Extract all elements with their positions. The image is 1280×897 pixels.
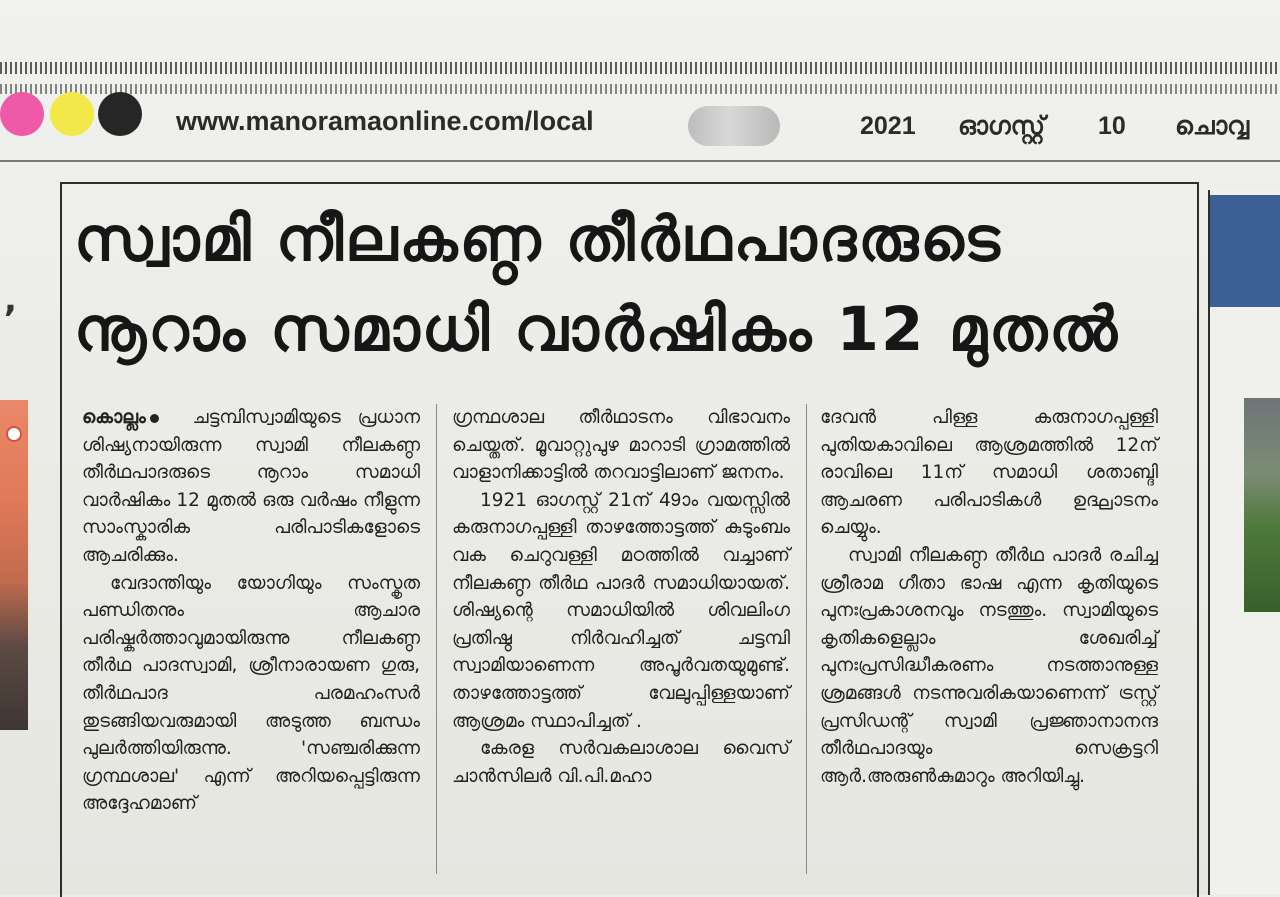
headline-line-2: നൂറാം സമാധി വാർഷികം 12 മുതൽ xyxy=(74,294,1120,365)
grey-color-bar xyxy=(688,106,780,146)
article-column-1 xyxy=(82,404,420,818)
column-1-lead-text: ചട്ടമ്പിസ്വാമിയുടെ പ്രധാന ശിഷ്യനായിരുന്ന സ്വാമി നീലകണ്ഠ തീർഥപാദരുടെ നൂറാം സമാധി വാർഷികം 12 മുതൽ ഒരു വർഷം നീളുന്ന സാംസ്കാരിക പരിപാടികളോടെ ആചരിക്കും. xyxy=(82,407,420,566)
magenta-registration-dot xyxy=(0,92,44,136)
article-column-2 xyxy=(452,404,790,790)
column-3-paragraph-2: സ്വാമി നീലകണ്ഠ തീർഥ പാദർ രചിച്ച ശ്രീരാമ ഗീതാ ഭാഷ എന്ന കൃതിയുടെ പുനഃപ്രകാശനവും നടത്തും. സ്വാമിയുടെ കൃതികളെല്ലാം ശേഖരിച്ച് പുനഃപ്രസിദ്ധീകരണം നടത്താനുള്ള ശ്രമങ്ങൾ നടന്നുവരികയാണെന്ന് ട്രസ്റ്റ് പ്രസിഡന്റ് സ്വാമി പ്രജ്ഞാനാനന്ദ തീർഥപാദയും സെക്രട്ടറി ആർ.അരുൺകുമാറും അറിയിച്ചു. xyxy=(820,544,1158,787)
website-url: www.manoramaonline.com/local xyxy=(176,106,594,136)
date-weekday: ചൊവ്വ xyxy=(1175,112,1250,140)
adjacent-photo-left xyxy=(0,400,28,730)
adjacent-photo-right xyxy=(1244,398,1280,612)
article-column-3 xyxy=(820,404,1158,790)
top-border-rule-secondary xyxy=(0,84,1280,94)
column-1-paragraph-1 xyxy=(82,404,420,570)
adjacent-photo-badge xyxy=(6,426,22,442)
top-border-rule xyxy=(0,62,1280,74)
headline-line-1: സ്വാമി നീലകണ്ഠ തീർഥപാദരുടെ xyxy=(74,204,1002,275)
adjacent-article-fragment: , xyxy=(4,280,17,320)
column-2-paragraph-2: 1921 ഓഗസ്റ്റ് 21ന് 49ാം വയസ്സിൽ കരുനാഗപ്പള്ളി താഴത്തോട്ടത്ത് കുടുംബം വക ചെറുവള്ളി മഠത്തിൽ വച്ചാണ് നീലകണ്ഠ തീർഥ പാദർ സമാധിയായത്. ശിഷ്യന്റെ സമാധിയിൽ ശിവലിംഗ പ്രതിഷ്ഠ നിർവഹിച്ചത് ചട്ടമ്പി സ്വാമിയാണെന്ന അപൂർവതയുമുണ്ട്. താഴത്തോട്ടത്ത് വേലുപ്പിള്ളയാണ് ആശ്രമം സ്ഥാപിച്ചത് . xyxy=(452,489,790,732)
dateline-bullet-icon xyxy=(150,414,159,423)
adjacent-blue-banner xyxy=(1210,195,1280,307)
column-2-paragraph-3: കേരള സർവകലാശാല വൈസ് ചാൻസിലർ വി.പി.മഹാ xyxy=(452,738,790,787)
column-divider-1 xyxy=(436,404,437,874)
column-2-paragraph-1: ഗ്രന്ഥശാല തീർഥാടനം വിഭാവനം ചെയ്തത്. മൂവാറ്റുപുഴ മാറാടി ഗ്രാമത്തിൽ വാളാനിക്കാട്ടിൽ തറവാട്ടിലാണ് ജനനം. xyxy=(452,407,790,484)
column-3-paragraph-1: ദേവൻ പിള്ള കരുനാഗപ്പള്ളി പുതിയകാവിലെ ആശ്രമത്തിൽ 12ന് രാവിലെ 11ന് സമാധി ശതാബ്ദി ആചരണ പരിപാടികൾ ഉദ്ഘാടനം ചെയ്യും. xyxy=(820,407,1158,539)
header-divider xyxy=(0,160,1280,162)
date-day: 10 xyxy=(1098,112,1126,140)
yellow-registration-dot xyxy=(50,92,94,136)
date-month: ഓഗസ്റ്റ് xyxy=(958,112,1045,140)
dateline: കൊല്ലം xyxy=(82,407,146,428)
column-divider-2 xyxy=(806,404,807,874)
column-1-paragraph-2: വേദാന്തിയും യോഗിയും സംസ്കൃത പണ്ഡിതനും ആചാര പരിഷ്കർത്താവുമായിരുന്നു നീലകണ്ഠ തീർഥ പാദസ്വാമി, ശ്രീനാരായണ ഗുരു, തീർഥപാദ പരമഹംസർ തുടങ്ങിയവരുമായി അടുത്ത ബന്ധം പുലർത്തിയിരുന്നു. 'സഞ്ചരിക്കുന്ന ഗ്രന്ഥശാല' എന്ന് അറിയപ്പെട്ടിരുന്ന അദ്ദേഹമാണ് xyxy=(82,572,420,815)
black-registration-dot xyxy=(98,92,142,136)
date-year: 2021 xyxy=(860,112,916,140)
